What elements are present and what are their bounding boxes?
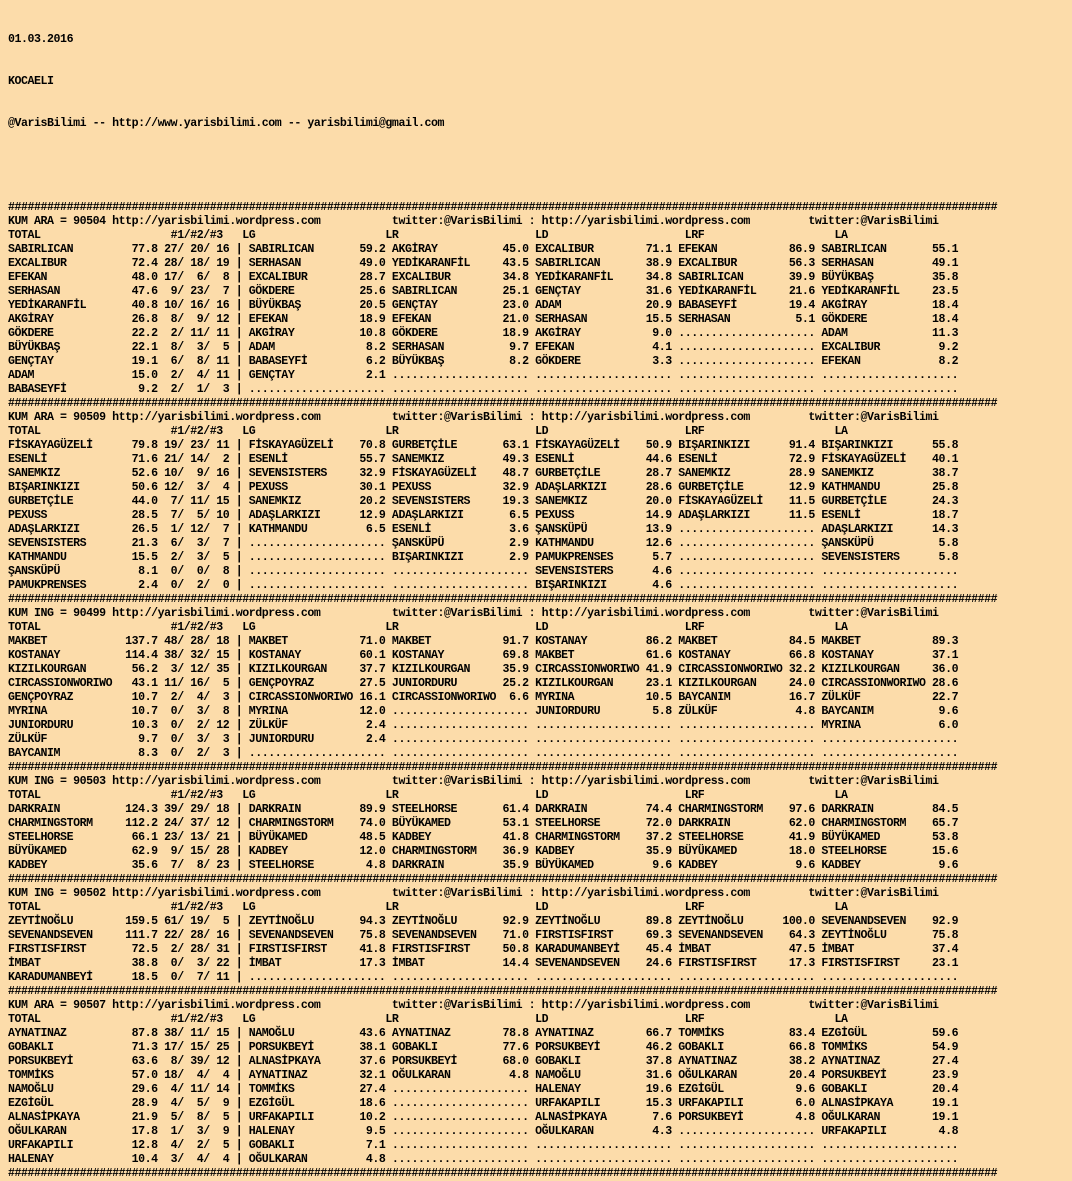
separator-line: ######################################################################################################################################################## (8, 201, 998, 214)
race-row: KATHMANDU 15.5 2/ 3/ 5 | ..................... BIŞARINKIZI 2.9 PAMUKPRENSES 5.7 ..................... SEVENSISTERS 5.8 (8, 551, 959, 564)
race-row: ZEYTİNOĞLU 159.5 61/ 19/ 5 | ZEYTİNOĞLU 94.3 ZEYTİNOĞLU 92.9 ZEYTİNOĞLU 89.8 ZEYTİNOĞLU 100.0 SEVENANDSEVEN 92.9 (8, 915, 959, 928)
race-row: URFAKAPILI 12.8 4/ 2/ 5 | GOBAKLI 7.1 ..................... ..................... ..................... ..................... (8, 1139, 959, 1152)
race-row: ZÜLKÜF 9.7 0/ 3/ 3 | JUNIORDURU 2.4 ..................... ..................... ..................... ..................... (8, 733, 959, 746)
race-row: KARADUMANBEYİ 18.5 0/ 7/ 11 | ..................... ..................... ..................... ..................... ..................... (8, 971, 959, 984)
column-headers: TOTAL #1/#2/#3 LG LR LD LRF LA (8, 621, 848, 634)
race-row: SEVENSISTERS 21.3 6/ 3/ 7 | ..................... ŞANSKÜPÜ 2.9 KATHMANDU 12.6 ..................... ŞANSKÜPÜ 5.8 (8, 537, 959, 550)
separator-line: ######################################################################################################################################################## (8, 985, 998, 998)
race-title: KUM ARA = 90507 http://yarisbilimi.wordpress.com twitter:@VarisBilimi : http://yarisbilimi.wordpress.com twitter:@VarisBilimi (8, 999, 939, 1012)
race-row: ALNASİPKAYA 21.9 5/ 8/ 5 | URFAKAPILI 10.2 ..................... ALNASİPKAYA 7.6 PORSUKBEYİ 4.8 OĞULKARAN 19.1 (8, 1111, 959, 1124)
separator-line: ######################################################################################################################################################## (8, 1167, 998, 1180)
race-row: GENÇPOYRAZ 10.7 2/ 4/ 3 | CIRCASSIONWORIWO 16.1 CIRCASSIONWORIWO 6.6 MYRINA 10.5 BAYCANIM 16.7 ZÜLKÜF 22.7 (8, 691, 959, 704)
race-row: ESENLİ 71.6 21/ 14/ 2 | ESENLİ 55.7 SANEMKIZ 49.3 ESENLİ 44.6 ESENLİ 72.9 FİSKAYAGÜZELİ 40.1 (8, 453, 959, 466)
column-headers: TOTAL #1/#2/#3 LG LR LD LRF LA (8, 901, 848, 914)
race-row: FİSKAYAGÜZELİ 79.8 19/ 23/ 11 | FİSKAYAGÜZELİ 70.8 GURBETÇİLE 63.1 FİSKAYAGÜZELİ 50.9 BIŞARINKIZI 91.4 BIŞARINKIZI 55.8 (8, 439, 959, 452)
column-headers: TOTAL #1/#2/#3 LG LR LD LRF LA (8, 789, 848, 802)
race-row: PEXUSS 28.5 7/ 5/ 10 | ADAŞLARKIZI 12.9 ADAŞLARKIZI 6.5 PEXUSS 14.9 ADAŞLARKIZI 11.5 ESENLİ 18.7 (8, 509, 959, 522)
race-row: EXCALIBUR 72.4 28/ 18/ 19 | SERHASAN 49.0 YEDİKARANFİL 43.5 SABIRLICAN 38.9 EXCALIBUR 56.3 SERHASAN 49.1 (8, 257, 959, 270)
race-tables (8, 201, 998, 1180)
report-date: 01.03.2016 (8, 33, 74, 46)
race-row: GENÇTAY 19.1 6/ 8/ 11 | BABASEYFİ 6.2 BÜYÜKBAŞ 8.2 GÖKDERE 3.3 ..................... EFEKAN 8.2 (8, 355, 959, 368)
race-title: KUM ING = 90502 http://yarisbilimi.wordpress.com twitter:@VarisBilimi : http://yarisbilimi.wordpress.com twitter:@VarisBilimi (8, 887, 939, 900)
race-row: GÖKDERE 22.2 2/ 11/ 11 | AKGİRAY 10.8 GÖKDERE 18.9 AKGİRAY 9.0 ..................... ADAM 11.3 (8, 327, 959, 340)
race-row: YEDİKARANFİL 40.8 10/ 16/ 16 | BÜYÜKBAŞ 20.5 GENÇTAY 23.0 ADAM 20.9 BABASEYFİ 19.4 AKGİRAY 18.4 (8, 299, 959, 312)
column-headers: TOTAL #1/#2/#3 LG LR LD LRF LA (8, 425, 848, 438)
race-row: CHARMINGSTORM 112.2 24/ 37/ 12 | CHARMINGSTORM 74.0 BÜYÜKAMED 53.1 STEELHORSE 72.0 DARKRAIN 62.0 CHARMINGSTORM 65.7 (8, 817, 959, 830)
race-row: SABIRLICAN 77.8 27/ 20/ 16 | SABIRLICAN 59.2 AKGİRAY 45.0 EXCALIBUR 71.1 EFEKAN 86.9 SABIRLICAN 55.1 (8, 243, 959, 256)
race-title: KUM ARA = 90509 http://yarisbilimi.wordpress.com twitter:@VarisBilimi : http://yarisbilimi.wordpress.com twitter:@VarisBilimi (8, 411, 939, 424)
race-row: BAYCANIM 8.3 0/ 2/ 3 | ..................... ..................... ..................... ..................... ..................... (8, 747, 959, 760)
race-row: KIZILKOURGAN 56.2 3/ 12/ 35 | KIZILKOURGAN 37.7 KIZILKOURGAN 35.9 CIRCASSIONWORIWO 41.9 CIRCASSIONWORIWO 32.2 KIZILKOURGAN 36.0 (8, 663, 959, 676)
race-row: SEVENANDSEVEN 111.7 22/ 28/ 16 | SEVENANDSEVEN 75.8 SEVENANDSEVEN 71.0 FIRSTISFIRST 69.3 SEVENANDSEVEN 64.3 ZEYTİNOĞLU 75.8 (8, 929, 959, 942)
race-row: SERHASAN 47.6 9/ 23/ 7 | GÖKDERE 25.6 SABIRLICAN 25.1 GENÇTAY 31.6 YEDİKARANFİL 21.6 YEDİKARANFİL 23.5 (8, 285, 959, 298)
race-row: CIRCASSIONWORIWO 43.1 11/ 16/ 5 | GENÇPOYRAZ 27.5 JUNIORDURU 25.2 KIZILKOURGAN 23.1 KIZILKOURGAN 24.0 CIRCASSIONWORIWO 28.6 (8, 677, 959, 690)
race-row: HALENAY 10.4 3/ 4/ 4 | OĞULKARAN 4.8 ..................... ..................... ..................... ..................... (8, 1153, 959, 1166)
race-row: MAKBET 137.7 48/ 28/ 18 | MAKBET 71.0 MAKBET 91.7 KOSTANAY 86.2 MAKBET 84.5 MAKBET 89.3 (8, 635, 959, 648)
separator-line: ######################################################################################################################################################## (8, 593, 998, 606)
race-row: MYRINA 10.7 0/ 3/ 8 | MYRINA 12.0 ..................... JUNIORDURU 5.8 ZÜLKÜF 4.8 BAYCANIM 9.6 (8, 705, 959, 718)
race-row: AKGİRAY 26.8 8/ 9/ 12 | EFEKAN 18.9 EFEKAN 21.0 SERHASAN 15.5 SERHASAN 5.1 GÖKDERE 18.4 (8, 313, 959, 326)
column-headers: TOTAL #1/#2/#3 LG LR LD LRF LA (8, 229, 848, 242)
race-row: NAMOĞLU 29.6 4/ 11/ 14 | TOMMİKS 27.4 ..................... HALENAY 19.6 EZGİGÜL 9.6 GOBAKLI 20.4 (8, 1083, 959, 1096)
separator-line: ######################################################################################################################################################## (8, 873, 998, 886)
race-row: KADBEY 35.6 7/ 8/ 23 | STEELHORSE 4.8 DARKRAIN 35.9 BÜYÜKAMED 9.6 KADBEY 9.6 KADBEY 9.6 (8, 859, 959, 872)
race-row: BÜYÜKAMED 62.9 9/ 15/ 28 | KADBEY 12.0 CHARMINGSTORM 36.9 KADBEY 35.9 BÜYÜKAMED 18.0 STEELHORSE 15.6 (8, 845, 959, 858)
race-row: PAMUKPRENSES 2.4 0/ 2/ 0 | ..................... ..................... BIŞARINKIZI 4.6 ..................... ..................... (8, 579, 959, 592)
race-row: BÜYÜKBAŞ 22.1 8/ 3/ 5 | ADAM 8.2 SERHASAN 9.7 EFEKAN 4.1 ..................... EXCALIBUR 9.2 (8, 341, 959, 354)
separator-line: ######################################################################################################################################################## (8, 397, 998, 410)
race-row: STEELHORSE 66.1 23/ 13/ 21 | BÜYÜKAMED 48.5 KADBEY 41.8 CHARMINGSTORM 37.2 STEELHORSE 41.9 BÜYÜKAMED 53.8 (8, 831, 959, 844)
race-row: ADAM 15.0 2/ 4/ 11 | GENÇTAY 2.1 ..................... ..................... ..................... ..................... (8, 369, 959, 382)
race-row: DARKRAIN 124.3 39/ 29/ 18 | DARKRAIN 89.9 STEELHORSE 61.4 DARKRAIN 74.4 CHARMINGSTORM 97.6 DARKRAIN 84.5 (8, 803, 959, 816)
separator-line: ######################################################################################################################################################## (8, 761, 998, 774)
report-city: KOCAELI (8, 75, 54, 88)
race-row: ADAŞLARKIZI 26.5 1/ 12/ 7 | KATHMANDU 6.5 ESENLİ 3.6 ŞANSKÜPÜ 13.9 ..................... ADAŞLARKIZI 14.3 (8, 523, 959, 536)
race-row: ŞANSKÜPÜ 8.1 0/ 0/ 8 | ..................... ..................... SEVENSISTERS 4.6 ..................... ..................... (8, 565, 959, 578)
race-row: BABASEYFİ 9.2 2/ 1/ 3 | ..................... ..................... ..................... ..................... ..................... (8, 383, 959, 396)
race-title: KUM ING = 90499 http://yarisbilimi.wordpress.com twitter:@VarisBilimi : http://yarisbilimi.wordpress.com twitter:@VarisBilimi (8, 607, 939, 620)
race-report (8, 5, 998, 1180)
race-row: KOSTANAY 114.4 38/ 32/ 15 | KOSTANAY 60.1 KOSTANAY 69.8 MAKBET 61.6 KOSTANAY 66.8 KOSTANAY 37.1 (8, 649, 959, 662)
race-row: FIRSTISFIRST 72.5 2/ 28/ 31 | FIRSTISFIRST 41.8 FIRSTISFIRST 50.8 KARADUMANBEYİ 45.4 İMBAT 47.5 İMBAT 37.4 (8, 943, 959, 956)
race-row: EFEKAN 48.0 17/ 6/ 8 | EXCALIBUR 28.7 EXCALIBUR 34.8 YEDİKARANFİL 34.8 SABIRLICAN 39.9 BÜYÜKBAŞ 35.8 (8, 271, 959, 284)
race-row: GURBETÇİLE 44.0 7/ 11/ 15 | SANEMKIZ 20.2 SEVENSISTERS 19.3 SANEMKIZ 20.0 FİSKAYAGÜZELİ 11.5 GURBETÇİLE 24.3 (8, 495, 959, 508)
blank-line (8, 159, 997, 173)
race-title: KUM ING = 90503 http://yarisbilimi.wordpress.com twitter:@VarisBilimi : http://yarisbilimi.wordpress.com twitter:@VarisBilimi (8, 775, 939, 788)
race-row: OĞULKARAN 17.8 1/ 3/ 9 | HALENAY 9.5 ..................... OĞULKARAN 4.3 ..................... URFAKAPILI 4.8 (8, 1125, 959, 1138)
race-row: EZGİGÜL 28.9 4/ 5/ 9 | EZGİGÜL 18.6 ..................... URFAKAPILI 15.3 URFAKAPILI 6.0 ALNASİPKAYA 19.1 (8, 1097, 959, 1110)
race-row: TOMMİKS 57.0 18/ 4/ 4 | AYNATINAZ 32.1 OĞULKARAN 4.8 NAMOĞLU 31.6 OĞULKARAN 20.4 PORSUKBEYİ 23.9 (8, 1069, 959, 1082)
race-row: JUNIORDURU 10.3 0/ 2/ 12 | ZÜLKÜF 2.4 ..................... ..................... ..................... MYRINA 6.0 (8, 719, 959, 732)
race-row: BIŞARINKIZI 50.6 12/ 3/ 4 | PEXUSS 30.1 PEXUSS 32.9 ADAŞLARKIZI 28.6 GURBETÇİLE 12.9 KATHMANDU 25.8 (8, 481, 959, 494)
contact-line: @VarisBilimi -- http://www.yarisbilimi.com -- yarisbilimi@gmail.com (8, 117, 444, 130)
race-row: İMBAT 38.8 0/ 3/ 22 | İMBAT 17.3 İMBAT 14.4 SEVENANDSEVEN 24.6 FIRSTISFIRST 17.3 FIRSTISFIRST 23.1 (8, 957, 959, 970)
race-row: SANEMKIZ 52.6 10/ 9/ 16 | SEVENSISTERS 32.9 FİSKAYAGÜZELİ 48.7 GURBETÇİLE 28.7 SANEMKIZ 28.9 SANEMKIZ 38.7 (8, 467, 959, 480)
race-row: AYNATINAZ 87.8 38/ 11/ 15 | NAMOĞLU 43.6 AYNATINAZ 78.8 AYNATINAZ 66.7 TOMMİKS 83.4 EZGİGÜL 59.6 (8, 1027, 959, 1040)
race-title: KUM ARA = 90504 http://yarisbilimi.wordpress.com twitter:@VarisBilimi : http://yarisbilimi.wordpress.com twitter:@VarisBilimi (8, 215, 939, 228)
race-row: GOBAKLI 71.3 17/ 15/ 25 | PORSUKBEYİ 38.1 GOBAKLI 77.6 PORSUKBEYİ 46.2 GOBAKLI 66.8 TOMMİKS 54.9 (8, 1041, 959, 1054)
race-row: PORSUKBEYİ 63.6 8/ 39/ 12 | ALNASİPKAYA 37.6 PORSUKBEYİ 68.0 GOBAKLI 37.8 AYNATINAZ 38.2 AYNATINAZ 27.4 (8, 1055, 959, 1068)
column-headers: TOTAL #1/#2/#3 LG LR LD LRF LA (8, 1013, 848, 1026)
